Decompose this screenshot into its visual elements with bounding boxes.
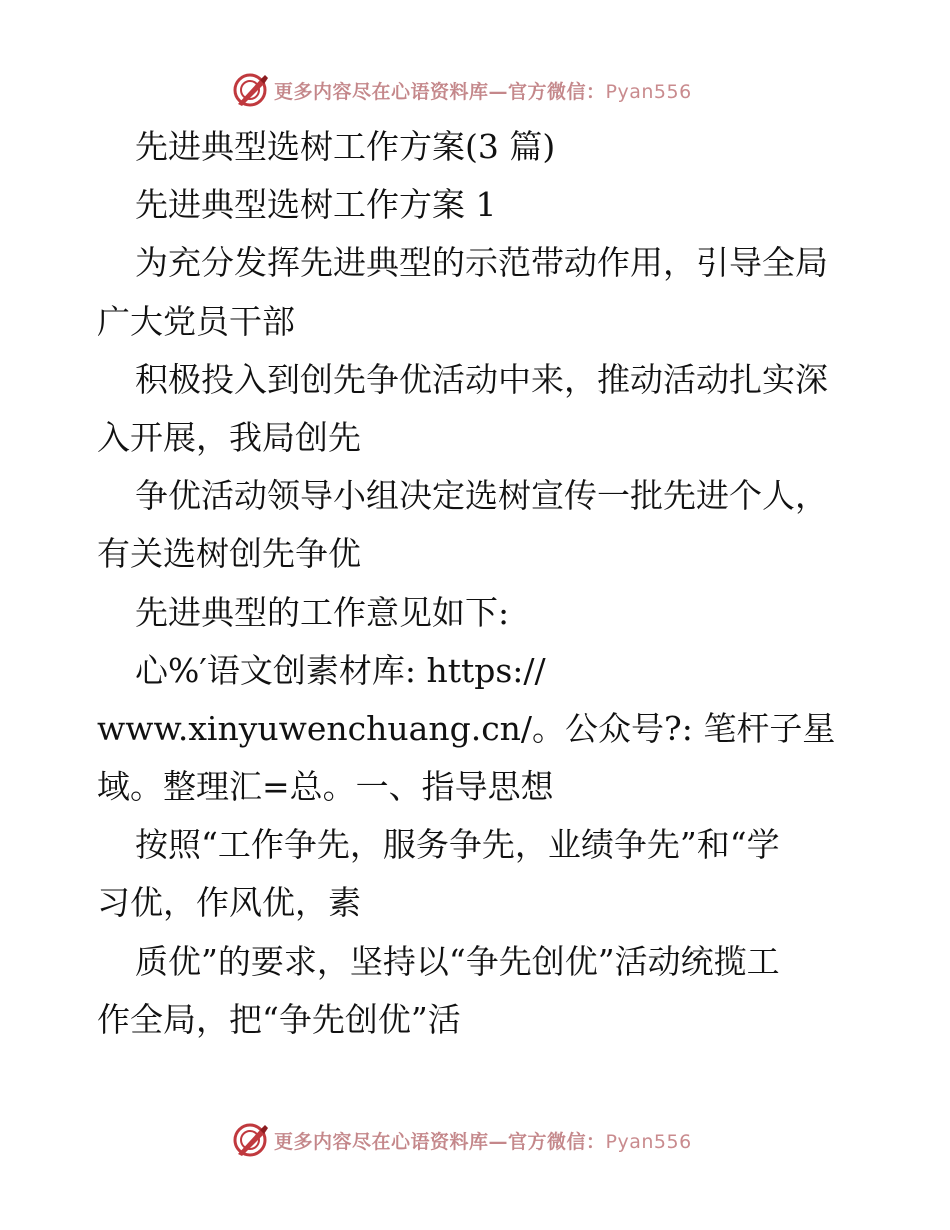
text-line: 作全局，把“争先创优”活 (97, 999, 461, 1039)
footer-watermark-text: 更多内容尽在心语资料库—官方微信：Pyan556 (274, 1130, 692, 1153)
text-line: 入开展，我局创先 (97, 417, 361, 457)
text-line: 先进典型选树工作方案 1 (135, 185, 497, 225)
text-line: 广大党员干部 (97, 301, 295, 341)
text-line: 域。整理汇=总。一、指导思想 (97, 767, 554, 807)
text-line: 按照“工作争先，服务争先，业绩争先”和“学 (135, 825, 780, 865)
text-line: www.xinyuwenchuang.cn/。公众号?: 笔杆子星 (97, 708, 836, 748)
text-line: 争优活动领导小组决定选树宣传一批先进个人， (135, 476, 828, 516)
pen-logo-icon (230, 70, 270, 110)
text-line: 习优，作风优，素 (97, 883, 361, 923)
text-line: 心%′语文创素材库: https:// (135, 650, 546, 690)
header-watermark-text: 更多内容尽在心语资料库—官方微信：Pyan556 (274, 80, 692, 103)
text-line: 为充分发挥先进典型的示范带动作用，引导全局 (135, 243, 828, 283)
text-line: 质优”的要求，坚持以“争先创优”活动统揽工 (135, 941, 780, 981)
header-watermark (230, 70, 692, 110)
footer-watermark (230, 1120, 692, 1160)
text-line: 先进典型的工作意见如下: (135, 592, 510, 632)
text-line: 有关选树创先争优 (97, 534, 361, 574)
pen-logo-icon (230, 1120, 270, 1160)
document-body (97, 118, 857, 1049)
text-line: 积极投入到创先争优活动中来，推动活动扎实深 (135, 359, 828, 399)
text-line: 先进典型选树工作方案(3 篇) (135, 127, 556, 166)
